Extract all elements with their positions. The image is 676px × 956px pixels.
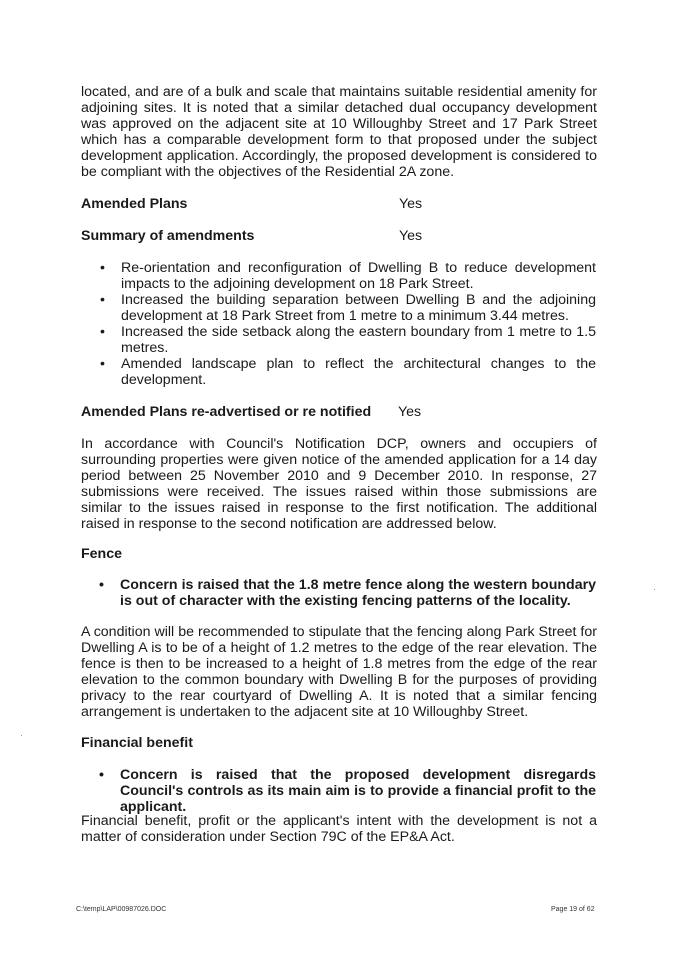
scan-speck (21, 735, 22, 736)
notification-paragraph: In accordance with Council's Notification DCP, owners and occupiers of surrounding properties were given notice of the amended application for a 14 day period between 25 November 2010 and 9 December 2010. In response, 27 submissions were received. The issues raised within those submissions are similar to the issues raised in response to the first notification. The additional raised in response to the second notification are addressed below. (81, 436, 597, 532)
intro-paragraph: located, and are of a bulk and scale that maintains suitable residential amenity for adjoining sites. It is noted that a similar detached dual occupancy development was approved on the adjacent site at 10 Willoughby Street and 17 Park Street which has a comparable development form to that proposed under the subject development application. Accordingly, the proposed development is considered to be compliant with the objectives of the Residential 2A zone. (81, 84, 597, 180)
list-item: • Increased the side setback along the eastern boundary from 1 metre to 1.5 metres. (100, 324, 596, 356)
scan-speck (654, 589, 655, 590)
fence-concern-list (99, 577, 596, 609)
list-item: • Concern is raised that the 1.8 metre fence along the western boundary is out of character with the existing fencing patterns of the locality. (99, 577, 596, 609)
list-item: • Concern is raised that the proposed development disregards Council's controls as its main aim is to provide a financial profit to the applicant. (99, 767, 596, 815)
list-item: • Amended landscape plan to reflect the architectural changes to the development. (100, 356, 596, 388)
fence-heading: Fence (81, 546, 123, 562)
amended-plans-label: Amended Plans (81, 196, 188, 212)
financial-benefit-response: Financial benefit, profit or the applicant's intent with the development is not a matter of consideration under Section 79C of the EP&A Act. (81, 813, 597, 845)
list-item: • Increased the building separation between Dwelling B and the adjoining development at 18 Park Street from 1 metre to a minimum 3.44 metres. (100, 292, 596, 324)
footer-file-path: C:\temp\LAP\00987026.DOC (76, 906, 167, 913)
list-item: • Re-orientation and reconfiguration of Dwelling B to reduce development impacts to the adjoining development on 18 Park Street. (100, 260, 596, 292)
financial-benefit-heading: Financial benefit (81, 735, 193, 751)
amendments-list (100, 260, 596, 388)
footer-page-number: Page 19 of 62 (551, 906, 595, 913)
financial-benefit-concern-list (99, 767, 596, 815)
fence-response: A condition will be recommended to stipulate that the fencing along Park Street for Dwelling A is to be of a height of 1.2 metres to the edge of the rear elevation. The fence is then to be increased to a height of 1.8 metres from the edge of the rear elevation to the common boundary with Dwelling B for the purposes of providing privacy to the rear courtyard of Dwelling A. It is noted that a similar fencing arrangement is undertaken to the adjacent site at 10 Willoughby Street. (81, 624, 597, 720)
summary-of-amendments-value: Yes (399, 228, 423, 244)
summary-of-amendments-label: Summary of amendments (81, 228, 255, 244)
readvertised-value: Yes (398, 404, 422, 420)
amended-plans-value: Yes (399, 196, 423, 212)
readvertised-label: Amended Plans re-advertised or re notified (81, 404, 372, 420)
